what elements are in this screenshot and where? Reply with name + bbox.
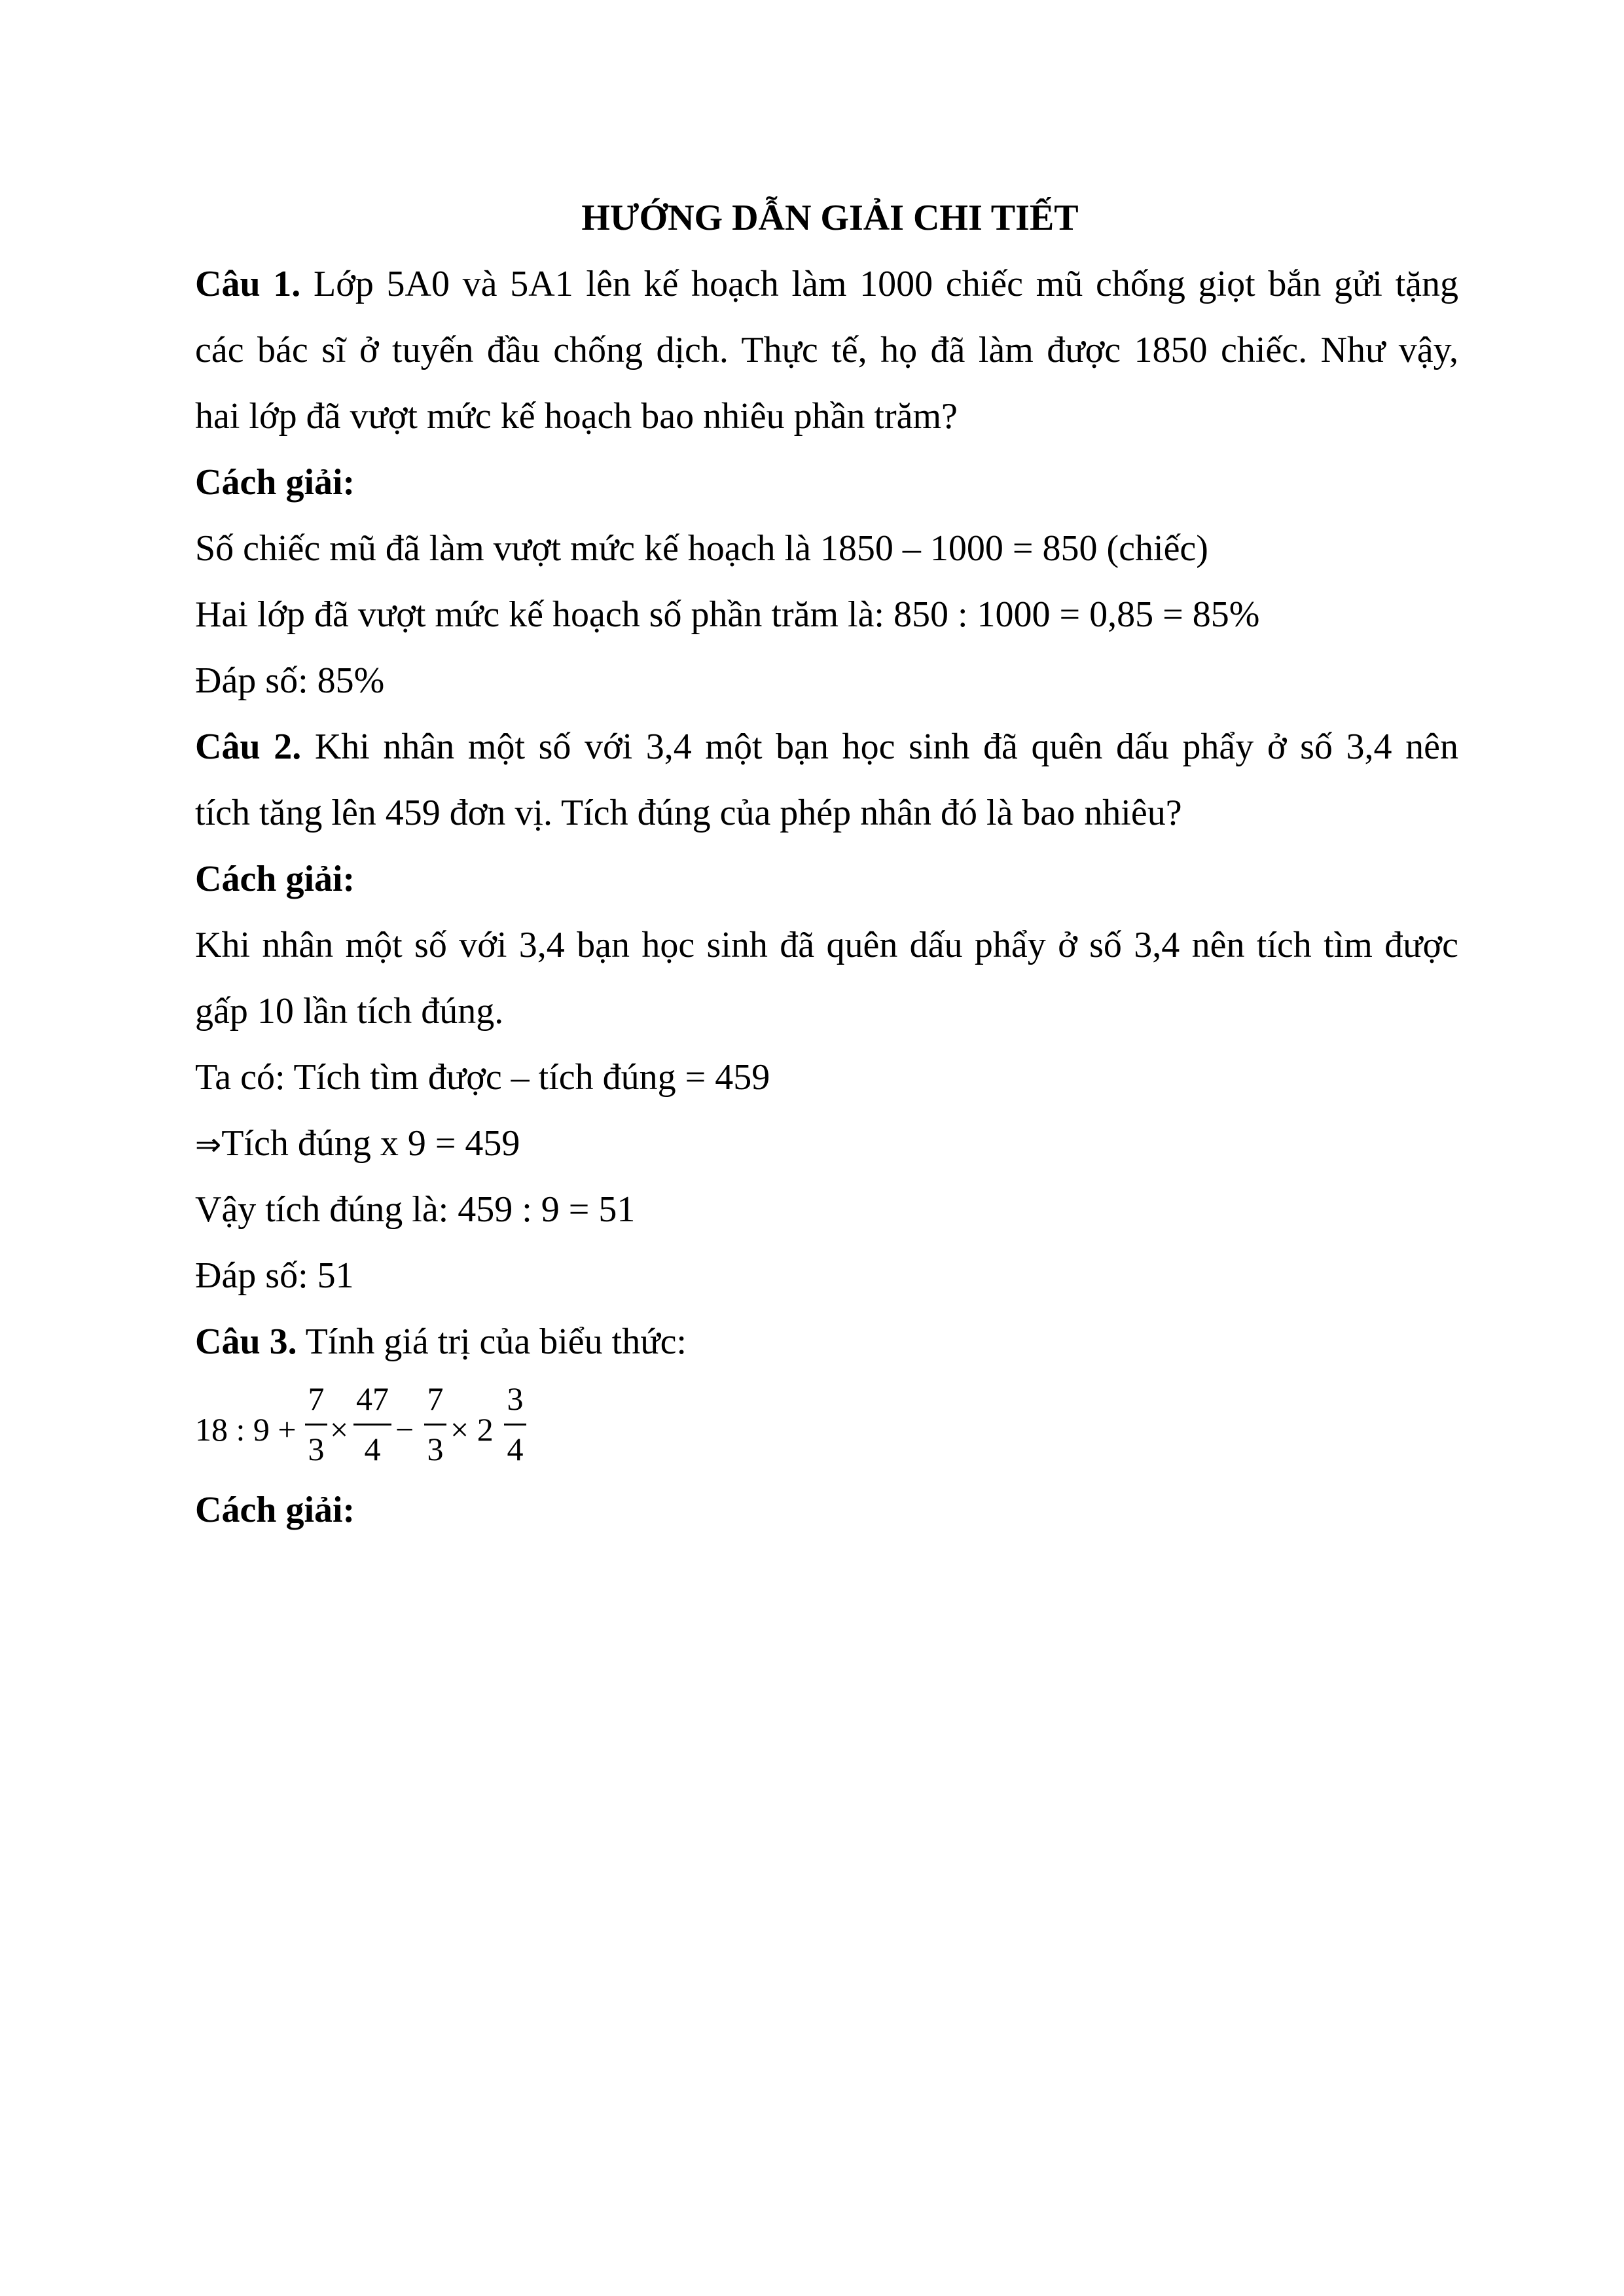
fraction-4-numerator: 3 [507,1380,524,1417]
q1-solution-step-2: Hai lớp đã vượt mức kế hoạch số phần trăm là: 850 : 1000 = 0,85 = 85% [195,594,1260,635]
q2-solution-label [195,846,1458,912]
fraction-1-numerator: 7 [308,1380,325,1417]
q2-line-2: tích tăng lên 459 đơn vị. Tích đúng của phép nhân đó là bao nhiêu? [195,793,1182,833]
q1-solution-label [195,450,1458,516]
expr-fraction-4 [504,1379,526,1469]
q3-solution-heading: Cách giải: [195,1490,355,1530]
q3-solution-label [195,1477,1458,1543]
q2-solution-step-5: Vậy tích đúng là: 459 : 9 = 51 [195,1189,636,1230]
q2-solution-step-2: gấp 10 lần tích đúng. [195,991,504,1031]
q2-solution-step-3: Ta có: Tích tìm được – tích đúng = 459 [195,1057,770,1098]
q2-solution-step-4 [195,1111,1458,1177]
fraction-3-denominator: 3 [427,1431,444,1467]
expr-term-1: 18 : 9 + [195,1411,297,1448]
fraction-4-denominator: 4 [507,1431,524,1467]
q1-answer: Đáp số: 85% [195,660,385,701]
q2-label: Câu 2. [195,726,302,767]
fraction-1-bar [305,1424,327,1426]
fraction-1-denominator: 3 [308,1431,325,1467]
expr-term-3: − [395,1411,414,1448]
expr-fraction-1 [305,1379,327,1469]
expr-fraction-3 [424,1379,446,1469]
q3-text-1: Tính giá trị của biểu thức: [297,1321,687,1362]
q1-text-1: Lớp 5A0 và 5A1 lên kế hoạch làm 1000 chiếc mũ chống giọt bắn gửi tặng [300,264,1458,304]
expr-term-4: × 2 [450,1411,494,1448]
q3-label: Câu 3. [195,1321,297,1362]
q2-solution-step-1: Khi nhân một số với 3,4 bạn học sinh đã quên dấu phẩy ở số 3,4 nên tích tìm được [195,925,1458,965]
q1-line-3: hai lớp đã vượt mức kế hoạch bao nhiêu phần trăm? [195,396,958,437]
expr-fraction-2 [353,1379,391,1469]
q2-step-4-text: Tích đúng x 9 = 459 [221,1123,520,1164]
fraction-2-bar [353,1424,391,1426]
page-title: HƯỚNG DẪN GIẢI CHI TIẾT [581,198,1079,238]
fraction-2-denominator: 4 [364,1431,381,1467]
document-content [195,185,1458,1543]
fraction-2-numerator: 47 [356,1380,389,1417]
fraction-3-numerator: 7 [427,1380,444,1417]
q1-line-1 [195,251,1458,317]
q3-line-1 [195,1309,1458,1375]
q2-line-1 [195,714,1458,780]
q1-solution-step-1: Số chiếc mũ đã làm vượt mức kế hoạch là 1850 – 1000 = 850 (chiếc) [195,528,1208,569]
q3-expression [195,1379,1458,1477]
q1-label: Câu 1. [195,264,301,304]
fraction-3-bar [424,1424,446,1426]
q1-solution-heading: Cách giải: [195,462,355,503]
expr-term-2: × [330,1411,349,1448]
implies-arrow-icon: ⇒ [195,1126,222,1163]
fraction-4-bar [504,1424,526,1426]
q2-solution-heading: Cách giải: [195,859,355,899]
q1-line-2: các bác sĩ ở tuyến đầu chống dịch. Thực tế, họ đã làm được 1850 chiếc. Như vậy, [195,330,1458,370]
q2-answer: Đáp số: 51 [195,1255,354,1296]
q2-text-1: Khi nhân một số với 3,4 một bạn học sinh đã quên dấu phẩy ở số 3,4 nên [301,726,1458,767]
